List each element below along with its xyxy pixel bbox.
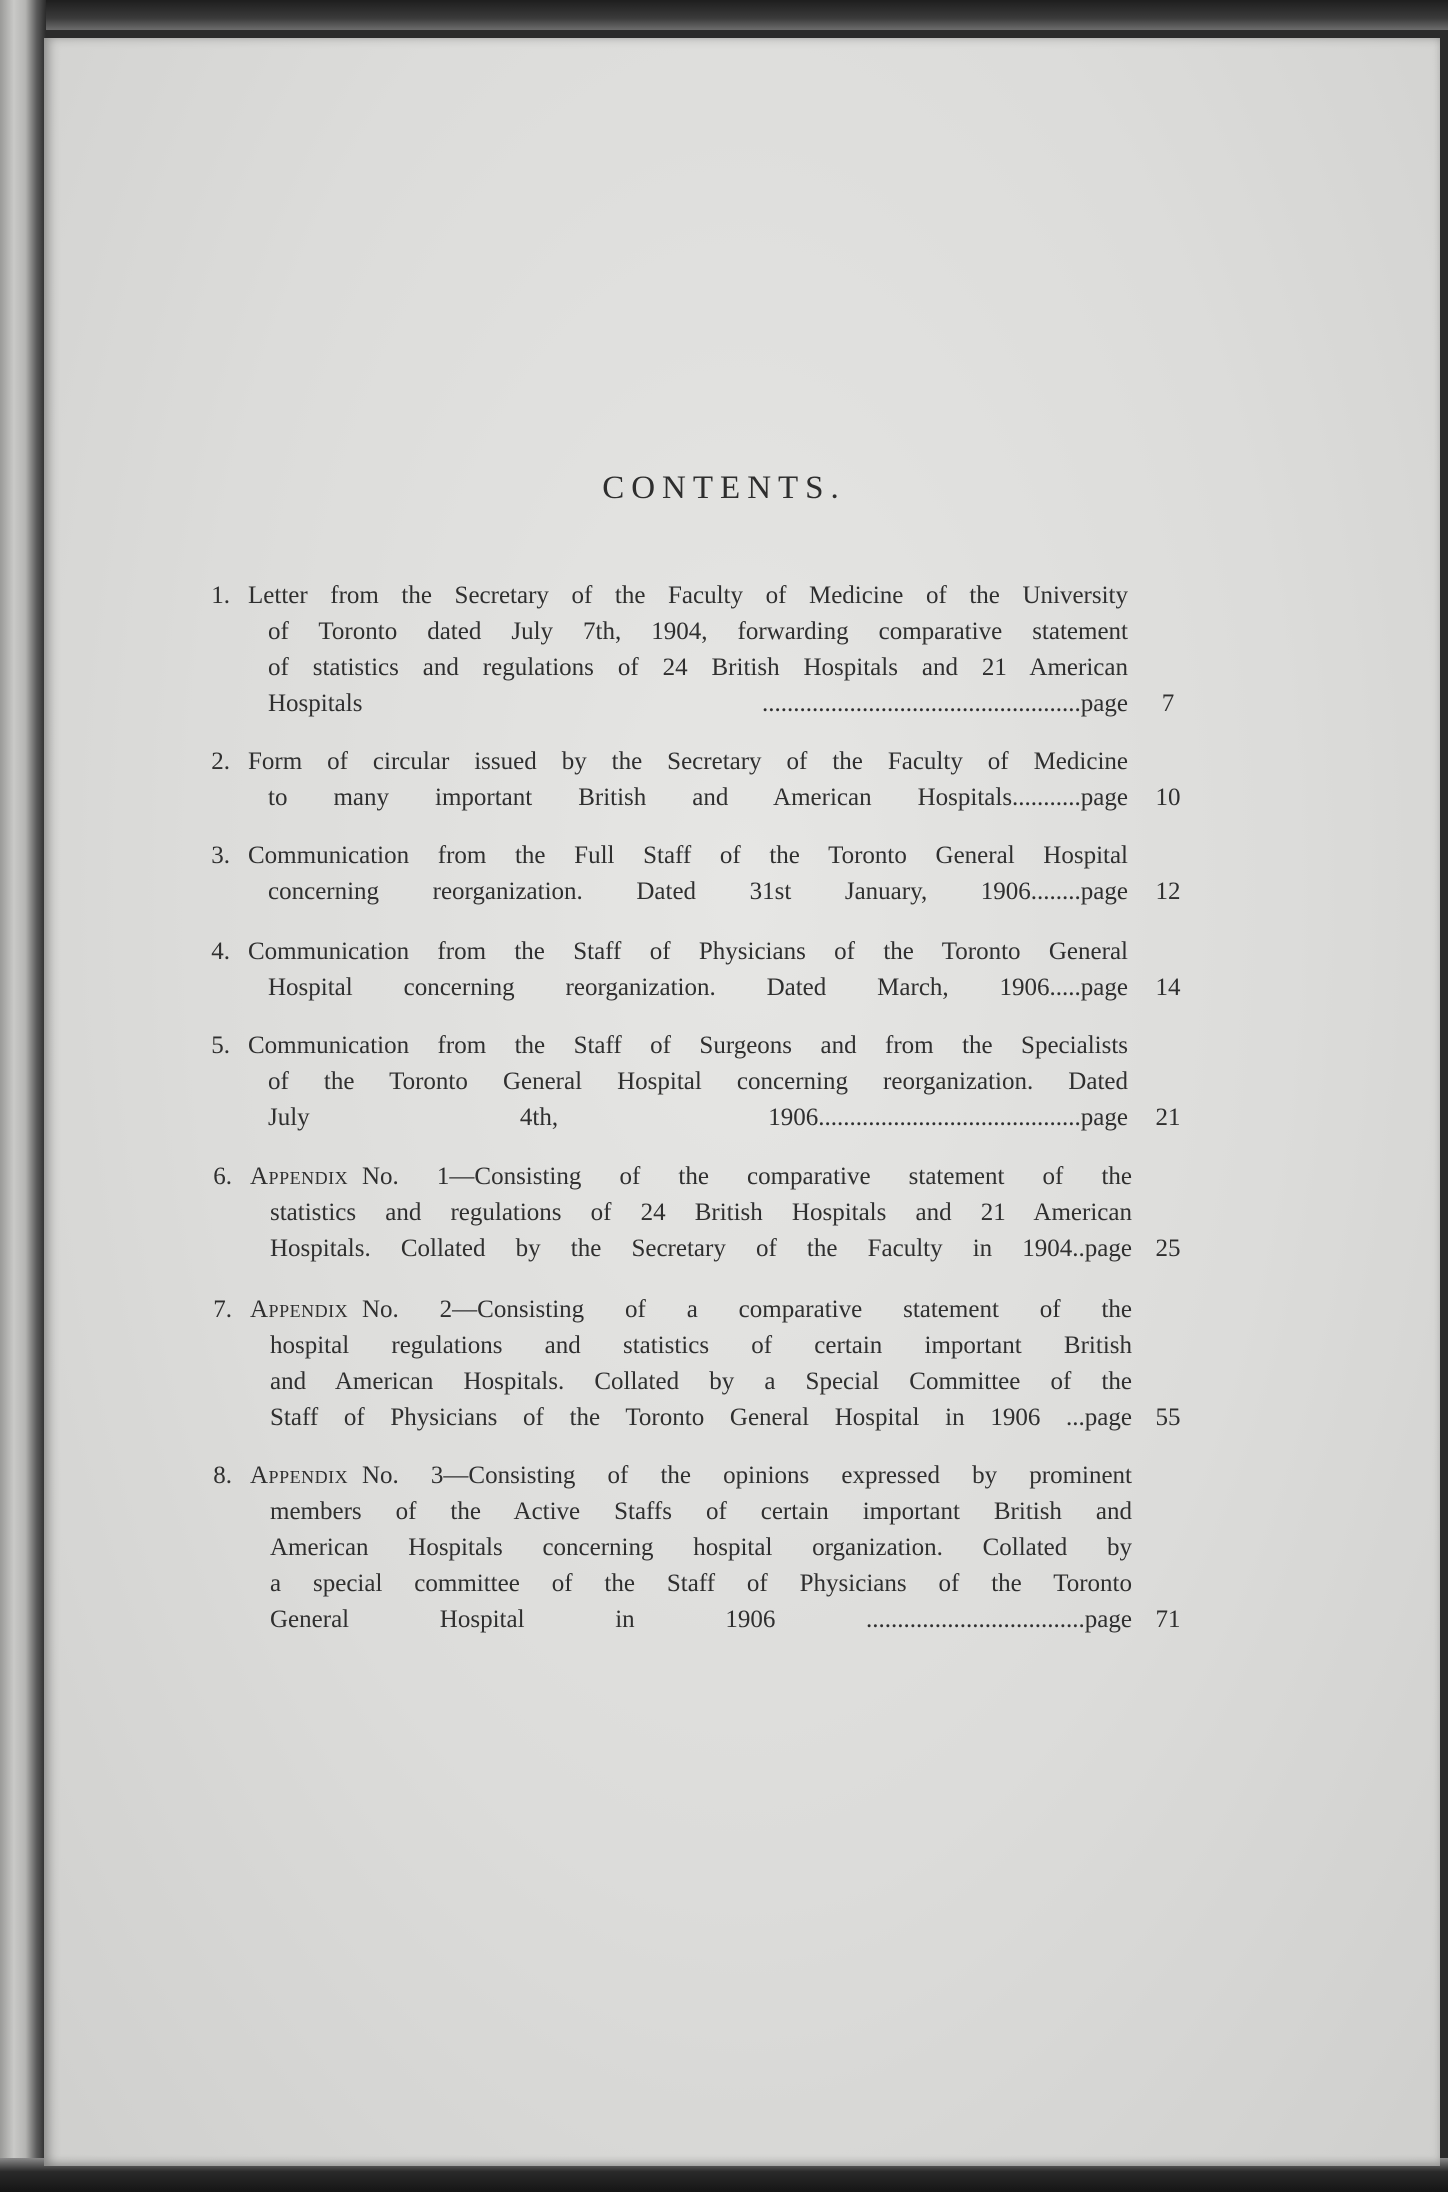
entry-line: to many important British and American Hospitals...........page xyxy=(268,784,1128,811)
entry-line: hospital regulations and statistics of certain important British xyxy=(270,1332,1132,1359)
entry-line: of Toronto dated July 7th, 1904, forwarding comparative statement xyxy=(268,618,1128,645)
appendix-label: Appendix xyxy=(250,1296,349,1323)
entry-line: a special committee of the Staff of Physicians of the Toronto xyxy=(270,1570,1132,1597)
page-number: 7 xyxy=(1161,690,1175,717)
entry-line: Communication from the Staff of Surgeons and from the Specialists xyxy=(248,1032,1128,1059)
entry-number: 6. xyxy=(213,1163,232,1190)
page-number: 25 xyxy=(1155,1235,1181,1262)
entry-line: and American Hospitals. Collated by a Special Committee of the xyxy=(270,1368,1132,1395)
page-paper xyxy=(44,38,1440,2166)
entry-line: American Hospitals concerning hospital organization. Collated by xyxy=(270,1534,1132,1561)
entry-line: Staff of Physicians of the Toronto General Hospital in 1906 ...page xyxy=(270,1404,1132,1431)
entry-line: Hospitals. Collated by the Secretary of the Faculty in 1904..page xyxy=(270,1235,1132,1262)
entry-line: Form of circular issued by the Secretary of the Faculty of Medicine xyxy=(248,748,1128,775)
entry-number: 2. xyxy=(211,748,230,775)
entry-line: statistics and regulations of 24 British Hospitals and 21 American xyxy=(270,1199,1132,1226)
page-number: 14 xyxy=(1155,974,1181,1001)
entry-line: Hospitals ...................................................page xyxy=(268,690,1128,717)
page-number: 55 xyxy=(1155,1404,1181,1431)
page-number: 21 xyxy=(1155,1104,1181,1131)
page-number: 71 xyxy=(1155,1606,1181,1633)
entry-line: General Hospital in 1906 ...................................page xyxy=(270,1606,1132,1633)
page-number: 12 xyxy=(1155,878,1181,905)
entry-line: No. 3—Consisting of the opinions expressed by prominent xyxy=(362,1462,1132,1489)
entry-line: members of the Active Staffs of certain important British and xyxy=(270,1498,1132,1525)
entry-line: July 4th, 1906..........................................page xyxy=(268,1104,1128,1131)
entry-number: 3. xyxy=(211,842,230,869)
entry-line: of the Toronto General Hospital concerning reorganization. Dated xyxy=(268,1068,1128,1095)
book-spine xyxy=(0,0,46,2192)
appendix-label: Appendix xyxy=(250,1163,349,1190)
page-number: 10 xyxy=(1155,784,1181,811)
entry-line: Letter from the Secretary of the Faculty of Medicine of the University xyxy=(248,582,1128,609)
entry-line: Communication from the Full Staff of the Toronto General Hospital xyxy=(248,842,1128,869)
book-top-edge xyxy=(0,0,1448,30)
page-title: CONTENTS. xyxy=(602,470,846,506)
entry-number: 8. xyxy=(213,1462,232,1489)
entry-line: Communication from the Staff of Physicians of the Toronto General xyxy=(248,938,1128,965)
entry-number: 1. xyxy=(211,582,230,609)
entry-number: 7. xyxy=(213,1296,232,1323)
entry-line: No. 2—Consisting of a comparative statement of the xyxy=(362,1296,1132,1323)
entry-line: concerning reorganization. Dated 31st January, 1906........page xyxy=(268,878,1128,905)
entry-line: of statistics and regulations of 24 British Hospitals and 21 American xyxy=(268,654,1128,681)
entry-number: 4. xyxy=(211,938,230,965)
entry-line: No. 1—Consisting of the comparative statement of the xyxy=(362,1163,1132,1190)
entry-line: Hospital concerning reorganization. Dated March, 1906.....page xyxy=(268,974,1128,1001)
appendix-label: Appendix xyxy=(250,1462,349,1489)
entry-number: 5. xyxy=(211,1032,230,1059)
